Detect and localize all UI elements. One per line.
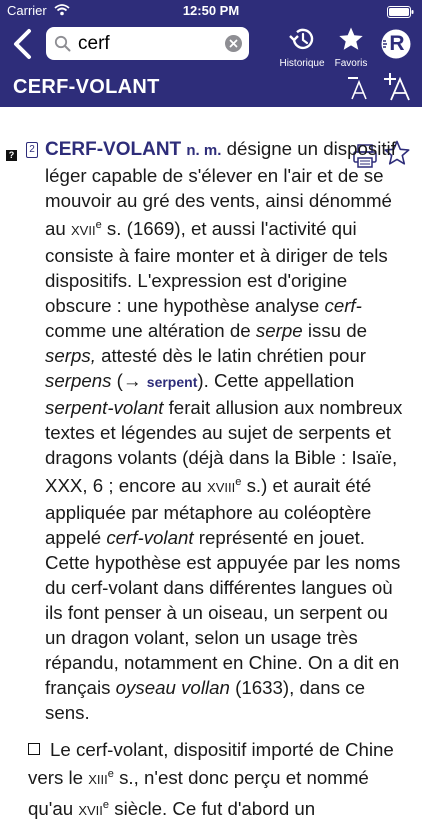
definition-text: (→ <box>111 370 147 392</box>
homonym-number: 2 <box>26 142 38 158</box>
history-label: Historique <box>279 58 325 69</box>
cross-reference-link[interactable]: serpent <box>146 374 198 391</box>
century-numeral: XVII <box>70 223 96 239</box>
definition-text: désigne un dispositif léger capable de s'élever en l'air et de se mouvoir au gré des vents, ainsi dénommé au <box>45 138 396 240</box>
definition-text: s. (1669), et aussi l'activité qui consiste à faire monter et à diriger de tels dispositifs. L'expression est d'origine obscure : une hypothèse analyse <box>45 218 388 317</box>
italic-term: oyseau vollan <box>115 677 230 699</box>
entry-content[interactable] <box>0 107 422 819</box>
search-input[interactable] <box>76 31 220 57</box>
search-icon <box>54 35 71 57</box>
font-decrease-button[interactable] <box>346 73 370 106</box>
century-superscript: e <box>95 219 102 231</box>
century-numeral: XIII <box>88 772 108 788</box>
century-superscript: e <box>235 476 242 489</box>
italic-term: cerf- <box>324 295 362 317</box>
century-numeral: XVIII <box>207 480 236 496</box>
definition-text: siècle. Ce fut d'abord un <box>109 797 316 819</box>
entry-marker-badge: ? <box>6 150 17 161</box>
entry-paragraph-1-body <box>28 136 408 725</box>
favorites-label: Favoris <box>334 58 368 69</box>
definition-text: représenté en jouet. Cette hypothèse est appuyée par les noms du cerf-volant dans différentes langues où ils font penser à un oiseau, un serpent ou un dragon volant, selon un usage très répandu, notamment en Chine. On a dit en français <box>45 527 401 699</box>
definition-text: (1633), dans ce sens. <box>45 677 365 724</box>
subsection-square-icon <box>28 743 40 755</box>
definition-text: ferait allusion aux nombreux textes et légendes au sujet de serpents et dragons volants (déjà dans la Bible : Isaïe, XXX, 6 ; encore au <box>45 397 403 497</box>
entry-article <box>28 136 408 823</box>
italic-term: serpe <box>255 320 303 342</box>
definition-text: s.) et aurait été appliquée par métaphore au coléoptère appelé <box>45 475 372 549</box>
italic-term: serpens <box>45 370 112 392</box>
headword: CERF-VOLANT <box>45 139 182 160</box>
definition-text: s., n'est donc perçu et nommé qu'au <box>28 767 369 819</box>
italic-term: serps, <box>45 345 96 367</box>
definition-text: comme une altération de <box>45 320 256 342</box>
definition-text: issu de <box>302 320 368 342</box>
robert-logo-letter: R <box>389 32 405 55</box>
grammatical-category: n. m. <box>186 142 222 159</box>
top-navigation-bar <box>0 0 422 107</box>
century-superscript: e <box>107 768 114 781</box>
italic-term: serpent-volant <box>45 397 164 419</box>
clock-label: 12:50 PM <box>182 3 240 18</box>
favorites-button[interactable] <box>332 26 370 69</box>
back-icon <box>10 27 36 61</box>
italic-term: cerf-volant <box>106 527 194 549</box>
definition-text: attesté dès le latin chrétien pour <box>95 345 366 367</box>
clear-search-button[interactable] <box>225 35 242 52</box>
carrier-label: Carrier <box>7 3 47 18</box>
clear-icon <box>225 35 242 52</box>
definition-text: Le cerf-volant, dispositif importé de Chine vers le <box>28 739 394 789</box>
entry-paragraph-2 <box>28 737 408 822</box>
page-title: CERF-VOLANT <box>13 76 160 98</box>
century-superscript: e <box>102 798 110 811</box>
history-button[interactable] <box>272 26 332 69</box>
robert-logo-button[interactable] <box>380 28 412 60</box>
history-icon <box>288 26 316 52</box>
font-increase-button[interactable] <box>382 72 412 107</box>
century-numeral: XVII <box>78 802 103 818</box>
font-decrease-icon <box>346 73 370 101</box>
battery-icon <box>387 5 414 23</box>
definition-text: ). Cette appellation <box>197 370 355 392</box>
status-bar <box>0 0 422 22</box>
back-button[interactable] <box>10 27 36 61</box>
search-field[interactable] <box>46 27 249 60</box>
font-increase-icon <box>382 72 412 102</box>
favorites-star-icon <box>338 26 364 52</box>
